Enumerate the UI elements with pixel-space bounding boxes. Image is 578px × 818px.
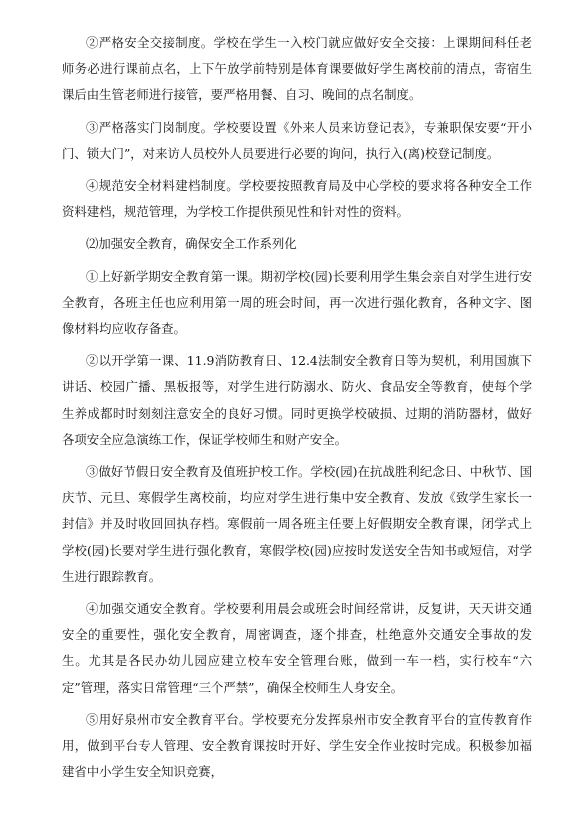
- paragraph-education-days: ②以开学第一课、11.9消防教育日、12.4法制安全教育日等为契机，利用国旗下讲话、校园广播、黑板报等，对学生进行防溺水、防火、食品安全等教育，使每个学生养成都时时刻刻注意安全的良好习惯。同时更换学校破损、过期的消防器材，做好各项安全应急演练工作，保证学校师生和财产安全。: [62, 353, 532, 447]
- section-heading-safety-education: ⑵加强安全教育，确保安全工作系列化: [86, 236, 297, 252]
- paragraph-transfer-system: ②严格安全交接制度。学校在学生一入校门就应做好安全交接：上课期间科任老师务必进行课前点名，上下午放学前特别是体育课要做好学生离校前的清点，寄宿生课后由生管老师进行接管，要严格用餐、自习、晚间的点名制度。: [62, 35, 532, 103]
- paragraph-holiday-safety: ③做好节假日安全教育及值班护校工作。学校(园)在抗战胜利纪念日、中秋节、国庆节、元旦、寒假学生离校前，均应对学生进行集中安全教育、发放《致学生家长一封信》并及时收回回执存档。寒假前一周各班主任要上好假期安全教育课，闭学式上学校(园)长要对学生进行强化教育，寒假学校(园)应按时发送安全告知书或短信，对学生进行跟踪教育。: [62, 464, 532, 584]
- paragraph-first-lesson: ①上好新学期安全教育第一课。期初学校(园)长要利用学生集会亲自对学生进行安全教育，各班主任也应利用第一周的班会时间，再一次进行强化教育，各种文字、图像材料均应收存备查。: [62, 268, 532, 337]
- paragraph-archive-system: ④规范安全材料建档制度。学校要按照教育局及中心学校的要求将各种安全工作资料建档，规范管理，为学校工作提供预见性和针对性的资料。: [62, 178, 532, 220]
- paragraph-traffic-safety: ④加强交通安全教育。学校要利用晨会或班会时间经常讲，反复讲，天天讲交通安全的重要性，强化安全教育，周密调查，逐个排查，杜绝意外交通安全事故的发生。尤其是各民办幼儿园应建立校车安全管理台账，做到一车一档，实行校车“六定”管理，落实日常管理“三个严禁”，确保全校师生人身安全。: [62, 601, 532, 695]
- document-body: [62, 30, 532, 791]
- paragraph-education-platform: ⑤用好泉州市安全教育平台。学校要充分发挥泉州市安全教育平台的宣传教育作用，做到平台专人管理、安全教育课按时开好、学生安全作业按时完成。积极参加福建省中小学生安全知识竞赛，: [62, 711, 532, 780]
- paragraph-gate-system: ③严格落实门岗制度。学校要设置《外来人员来访登记表》，专兼职保安要“开小门、锁大门”，对来访人员校外人员要进行必要的询问，执行入(离)校登记制度。: [62, 119, 532, 161]
